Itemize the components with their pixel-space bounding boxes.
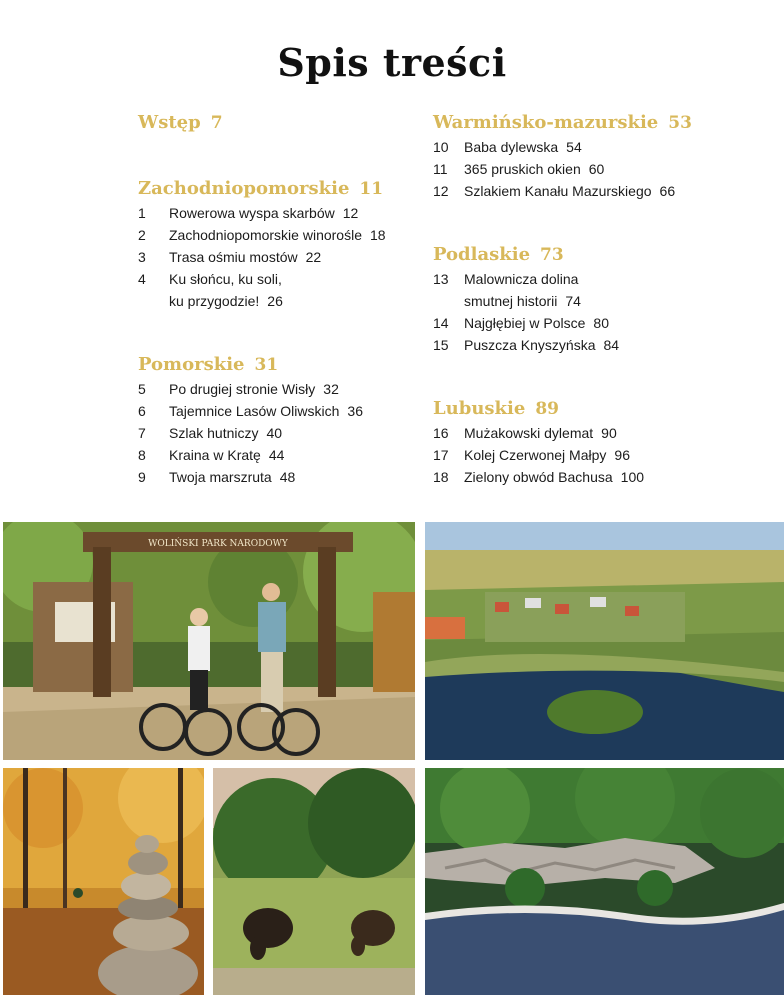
section-heading[interactable]: [433, 242, 619, 268]
entry-title: Szlakiem Kanału Mazurskiego: [464, 183, 652, 199]
section-heading[interactable]: [138, 352, 363, 378]
entry-page-number: 36: [347, 403, 363, 419]
section-page-number: 7: [210, 113, 223, 133]
entry-title: Malownicza dolina: [464, 271, 579, 287]
entry-title: Kolej Czerwonej Małpy: [464, 447, 607, 463]
entry-page-number: 80: [593, 315, 609, 331]
entry-number: 15: [433, 337, 449, 353]
entry-page-number: 96: [614, 447, 630, 463]
toc-entry[interactable]: [138, 444, 363, 466]
entry-page-number: 32: [323, 381, 339, 397]
entry-page-number: 54: [566, 139, 582, 155]
entry-page-number: 26: [267, 293, 283, 309]
toc-entry[interactable]: [138, 290, 386, 312]
entry-number: [138, 290, 169, 312]
toc-entry[interactable]: [138, 422, 363, 444]
toc-entry[interactable]: [433, 290, 619, 312]
toc-entry[interactable]: [138, 378, 363, 400]
toc-entry[interactable]: [433, 136, 692, 158]
entry-number: 14: [433, 315, 449, 331]
entry-title: 365 pruskich okien: [464, 161, 581, 177]
entry-title: Baba dylewska: [464, 139, 559, 155]
photo-bison-meadow: [213, 768, 415, 995]
toc-entry[interactable]: [433, 312, 619, 334]
section-name: Zachodniopomorskie: [138, 178, 350, 199]
entry-page-number: 100: [620, 469, 645, 485]
entry-title: Zielony obwód Bachusa: [464, 469, 613, 485]
entry-title: Rowerowa wyspa skarbów: [169, 205, 335, 221]
entry-number: 11: [433, 161, 448, 177]
entry-number: 8: [138, 447, 146, 463]
entry-number: 4: [138, 271, 146, 287]
photo-aerial-lake-village: [425, 522, 784, 760]
section-heading[interactable]: [433, 396, 644, 422]
section-heading[interactable]: [433, 110, 692, 136]
toc-section: [433, 396, 644, 488]
entry-title: Trasa ośmiu mostów: [169, 249, 298, 265]
toc-entry[interactable]: [138, 400, 363, 422]
toc-section: [138, 176, 386, 312]
toc-entry[interactable]: [138, 202, 386, 224]
entry-title: Najgłębiej w Polsce: [464, 315, 586, 331]
section-page-number: 73: [540, 245, 564, 265]
toc-entry[interactable]: [433, 180, 692, 202]
section-page-number: 31: [254, 355, 279, 375]
entry-number: 16: [433, 425, 449, 441]
entry-page-number: 84: [603, 337, 620, 353]
entry-title: Mużakowski dylemat: [464, 425, 594, 441]
toc-entry[interactable]: [138, 246, 386, 268]
entry-title: ku przygodzie!: [169, 293, 260, 309]
park-sign-text: WOLIŃSKI PARK NARODOWY: [148, 539, 288, 549]
toc-section: [433, 110, 692, 202]
section-name: Lubuskie: [433, 398, 526, 419]
entry-page-number: 48: [279, 469, 296, 485]
entry-number: 3: [138, 249, 146, 265]
entry-page-number: 44: [268, 447, 285, 463]
photo-autumn-cairn: [3, 768, 204, 995]
toc-entry[interactable]: [433, 422, 644, 444]
entry-number: 9: [138, 469, 146, 485]
section-name: Warmińsko-mazurskie: [433, 112, 659, 133]
entry-number: 5: [138, 381, 146, 397]
entry-number: 18: [433, 469, 449, 485]
entry-title: Twoja marszruta: [169, 469, 272, 485]
entry-page-number: 90: [601, 425, 617, 441]
section-page-number: 89: [535, 399, 559, 419]
toc-entry[interactable]: [433, 158, 692, 180]
entry-number: 2: [138, 227, 146, 243]
toc-entry[interactable]: [433, 334, 619, 356]
entry-title: Ku słońcu, ku soli,: [169, 271, 282, 287]
entry-number: 7: [138, 425, 146, 441]
entry-title: Puszcza Knyszyńska: [464, 337, 596, 353]
section-name: Podlaskie: [433, 244, 531, 265]
toc-entry[interactable]: [138, 466, 363, 488]
photo-cyclists-park-gate: [3, 522, 415, 760]
section-name: Pomorskie: [138, 354, 245, 375]
entry-page-number: 66: [659, 183, 676, 199]
entry-number: 6: [138, 403, 146, 419]
toc-entry[interactable]: [433, 466, 644, 488]
entry-title: Szlak hutniczy: [169, 425, 259, 441]
entry-number: 17: [433, 447, 449, 463]
entry-page-number: 40: [266, 425, 283, 441]
entry-page-number: 74: [565, 293, 581, 309]
photo-aerial-clay-cliffs: [425, 768, 784, 995]
section-heading[interactable]: [138, 176, 386, 202]
entry-title: smutnej historii: [464, 293, 558, 309]
page-title: Spis treści: [277, 40, 507, 85]
entry-number: 1: [138, 205, 146, 221]
entry-page-number: 22: [305, 249, 322, 265]
entry-title: Zachodniopomorskie winorośle: [169, 227, 362, 243]
toc-entry[interactable]: [433, 444, 644, 466]
entry-page-number: 12: [342, 205, 359, 221]
entry-number: 10: [433, 139, 449, 155]
toc-entry[interactable]: [433, 268, 619, 290]
section-page-number: 11: [359, 179, 384, 199]
entry-page-number: 60: [588, 161, 605, 177]
entry-page-number: 18: [370, 227, 386, 243]
toc-entry[interactable]: [138, 268, 386, 290]
entry-title: Po drugiej stronie Wisły: [169, 381, 316, 397]
toc-section: [138, 352, 363, 488]
entry-title: Kraina w Kratę: [169, 447, 261, 463]
section-page-number: 53: [668, 113, 692, 133]
section-name: Wstęp: [138, 112, 201, 133]
toc-section: [138, 110, 223, 136]
section-heading[interactable]: [138, 110, 223, 136]
toc-section: [433, 242, 619, 356]
entry-number: 12: [433, 183, 449, 199]
entry-number: [433, 290, 464, 312]
entry-title: Tajemnice Lasów Oliwskich: [169, 403, 340, 419]
toc-entry[interactable]: [138, 224, 386, 246]
entry-number: 13: [433, 271, 449, 287]
